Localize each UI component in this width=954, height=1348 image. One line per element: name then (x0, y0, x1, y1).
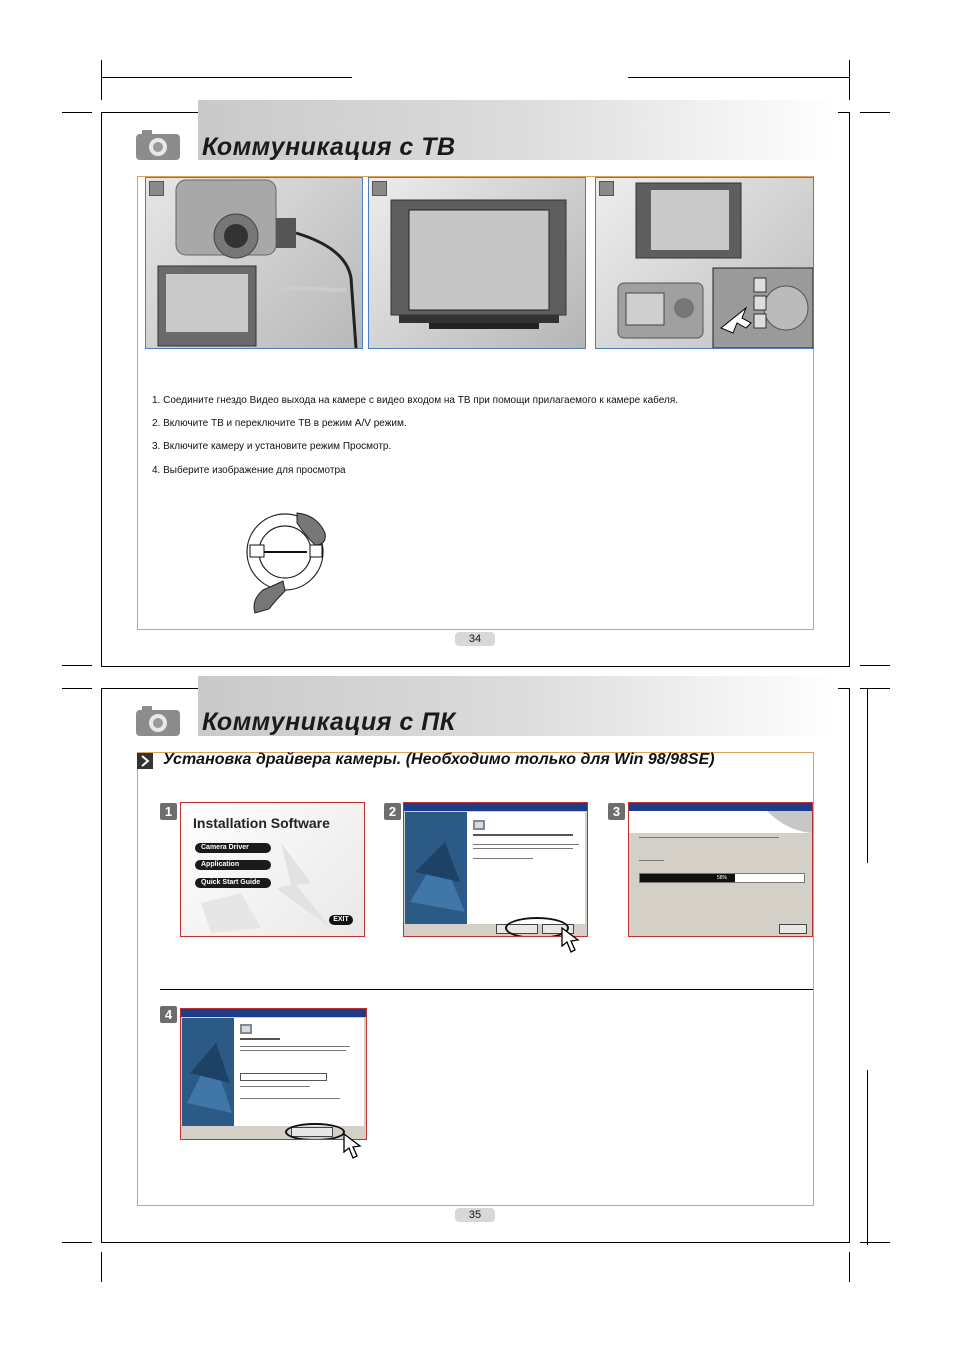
text-line (240, 1046, 350, 1047)
section-subtitle: Установка драйвера камеры. (Необходимо только для Win 98/98SE) (163, 751, 715, 768)
photo-tv-camera-buttons (595, 177, 814, 349)
step-badge-1: 1 (160, 803, 177, 820)
step-badge-3: 3 (608, 803, 625, 820)
text-line (473, 844, 579, 845)
divider (160, 989, 813, 990)
page-title-tv: Коммуникация с ТВ (202, 133, 456, 161)
navigation-dial-illustration (245, 505, 335, 620)
text-line (240, 1086, 310, 1087)
step-badge-4: 4 (160, 1006, 177, 1023)
step-marker (599, 181, 614, 196)
wizard-welcome-screenshot (403, 802, 588, 937)
progress-percent: 58% (716, 875, 727, 881)
window-title-bar (404, 803, 587, 811)
wizard-side-graphic (405, 812, 467, 924)
wizard-side-graphic (182, 1018, 234, 1126)
text-line (240, 1098, 340, 1099)
page-number: 34 (455, 632, 495, 646)
crop-mark (860, 112, 890, 113)
chevron-right-icon (137, 753, 153, 769)
text-line (473, 848, 573, 849)
crop-mark (101, 60, 102, 100)
page-number: 35 (455, 1208, 495, 1222)
installer-heading: Installation Software (193, 815, 330, 831)
wizard-progress-screenshot (628, 802, 813, 937)
quick-start-guide-button[interactable]: Quick Start Guide (195, 878, 271, 888)
crop-mark (849, 60, 850, 100)
step-marker (149, 181, 164, 196)
window-title-bar (181, 1009, 366, 1017)
progress-bar (639, 873, 805, 883)
page-title-pc: Коммуникация с ПК (202, 708, 456, 736)
wizard-content (234, 1018, 364, 1126)
step-badge-2: 2 (384, 803, 401, 820)
crop-mark (101, 1252, 102, 1282)
header-graphic (767, 811, 812, 833)
tv-illustration (369, 178, 586, 349)
camera-icon (136, 130, 180, 160)
text-line (639, 860, 664, 861)
hand-cursor-icon (558, 926, 586, 954)
crop-mark (860, 688, 890, 689)
tv-camera-buttons-illustration (596, 178, 814, 349)
wizard-header (629, 811, 812, 833)
restart-option[interactable] (240, 1073, 327, 1081)
installer-screenshot (180, 802, 365, 937)
step-1: 1. Соедините гнездо Видео выхода на камере с видео входом на ТВ при помощи прилагаемого к камере кабеля. (152, 395, 679, 406)
crop-mark (628, 77, 849, 78)
crop-mark (867, 1070, 868, 1245)
text-line (473, 834, 573, 836)
step-marker (372, 181, 387, 196)
crop-mark (860, 1242, 890, 1243)
text-line (240, 1038, 280, 1040)
step-2: 2. Включите ТВ и переключите ТВ в режим A/V режим. (152, 418, 407, 429)
crop-mark (101, 77, 352, 78)
monitor-icon (473, 820, 485, 830)
wizard-complete-screenshot (180, 1008, 367, 1140)
camera-cable-illustration (146, 178, 363, 349)
crop-mark (62, 688, 92, 689)
camera-icon (136, 706, 180, 736)
step-4: 4. Выберите изображение для просмотра (152, 465, 346, 476)
wizard-content (467, 812, 585, 924)
crop-mark (849, 1252, 850, 1282)
cancel-button[interactable] (779, 924, 807, 934)
application-button[interactable]: Application (195, 860, 271, 870)
crop-mark (62, 665, 92, 666)
text-line (473, 858, 533, 859)
text-line (240, 1050, 346, 1051)
crop-mark (867, 688, 868, 863)
window-title-bar (629, 803, 812, 811)
crop-mark (62, 1242, 92, 1243)
monitor-icon (240, 1024, 252, 1034)
photo-tv (368, 177, 586, 349)
photo-camera-cable (145, 177, 363, 349)
highlight-ellipse (285, 1123, 345, 1140)
crop-mark (62, 112, 92, 113)
hand-cursor-icon (340, 1132, 368, 1160)
crop-mark (860, 665, 890, 666)
camera-driver-button[interactable]: Camera Driver (195, 843, 271, 853)
exit-button[interactable]: EXIT (329, 915, 353, 925)
step-3: 3. Включите камеру и установите режим Просмотр. (152, 441, 392, 452)
text-line (639, 837, 779, 838)
